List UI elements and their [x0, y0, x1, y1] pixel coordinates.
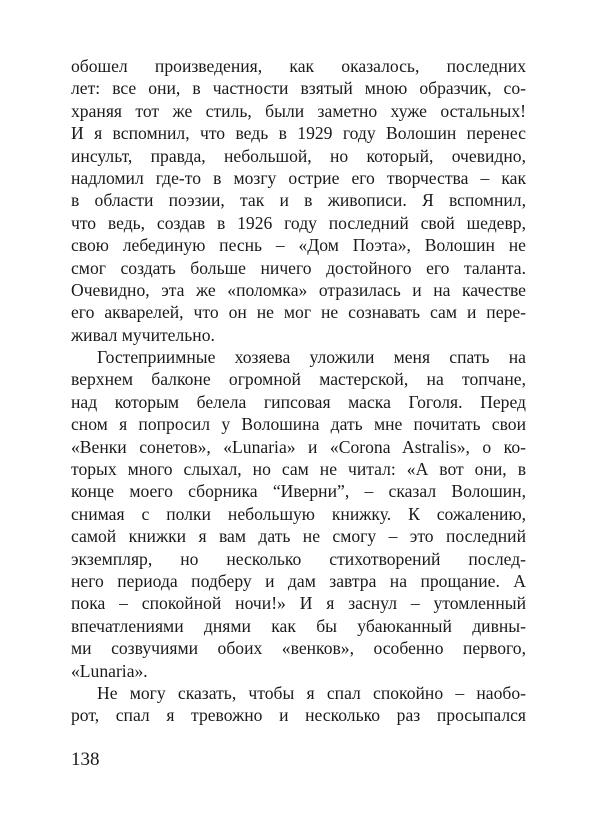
text-line: Очевидно, эта же «поломка» отразилась и на качестве	[71, 279, 526, 300]
text-line: что ведь, создав в 1926 году последний свой шедевр,	[71, 212, 526, 233]
text-line: «Lunaria».	[71, 660, 148, 681]
text-line: Не могу сказать, чтобы я спал спокойно – наобо-	[97, 682, 526, 703]
text-line: ми созвучиями обоих «венков», особенно первого,	[71, 638, 526, 659]
text-line: живал мучительно.	[71, 324, 215, 345]
text-line: впечатлениями днями как бы убаюканный дивны-	[71, 615, 526, 636]
text-line: обошел произведения, как оказалось, последних	[71, 56, 526, 76]
text-line: в области поэзии, так и в живописи. Я вспомнил,	[71, 190, 526, 211]
text-line: рот, спал я тревожно и несколько раз просыпался	[71, 705, 526, 726]
text-line: торых много слыхал, но сам не читал: «А вот они, в	[71, 459, 526, 480]
text-line: его акварелей, что он не мог не сознавать сам и пере-	[71, 302, 526, 323]
text-line: сном я попросил у Волошина дать мне почитать свои	[71, 414, 526, 435]
text-line: пока – спокойной ночи!» И я заснул – утомленный	[71, 593, 526, 614]
text-line: И я вспомнил, что ведь в 1929 году Волошин перенес	[71, 123, 526, 144]
text-line: инсульт, правда, небольшой, но который, очевидно,	[71, 145, 526, 166]
text-line: смог создать больше ничего достойного его таланта.	[71, 257, 526, 278]
text-line: надломил где-то в мозгу острие его творчества – как	[71, 167, 526, 188]
text-line: «Венки сонетов», «Lunaria» и «Corona Astralis», о ко-	[71, 436, 526, 457]
text-line: над которым белела гипсовая маска Гоголя. Перед	[71, 391, 526, 412]
paragraph-2	[71, 346, 526, 682]
text-line: свою лебединую песнь – «Дом Поэта», Волошин не	[71, 235, 526, 256]
text-line: снимая с полки небольшую книжку. К сожалению,	[71, 503, 526, 524]
text-line: Гостеприимные хозяева уложили меня спать на	[97, 347, 526, 368]
text-line: него периода подберу и дам завтра на прощание. А	[71, 570, 526, 591]
body-text	[71, 55, 526, 727]
text-line: храняя тот же стиль, были заметно хуже остальных!	[71, 100, 526, 121]
text-line: экземпляр, но несколько стихотворений послед-	[71, 548, 526, 569]
page-number: 138	[71, 749, 100, 770]
text-line: конце моего сборника “Иверни”, – сказал Волошин,	[71, 481, 526, 502]
paragraph-1	[71, 55, 526, 346]
text-line: верхнем балконе огромной мастерской, на топчане,	[71, 369, 526, 390]
text-line: лет: все они, в частности взятый мною образчик, со-	[71, 78, 526, 99]
text-line: самой книжки я вам дать не смогу – это последний	[71, 526, 526, 547]
paragraph-3	[71, 682, 526, 727]
